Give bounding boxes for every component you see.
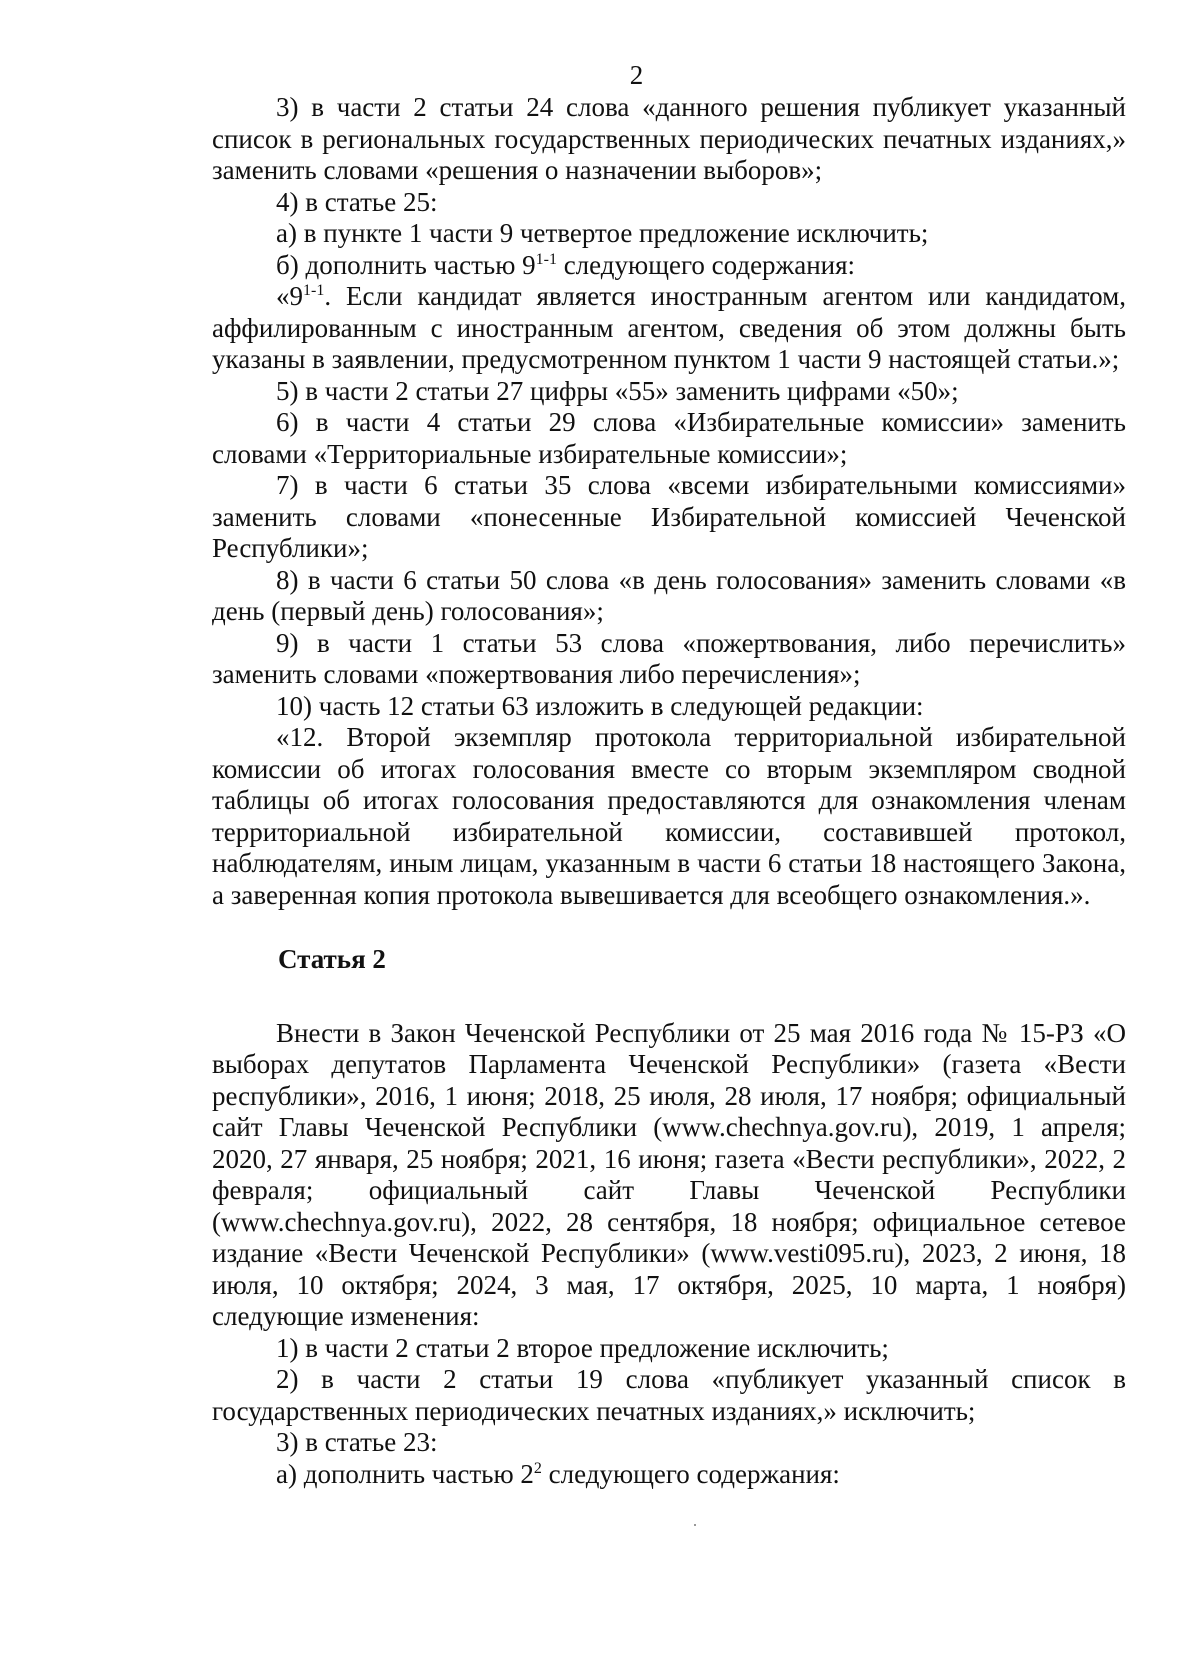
- paragraph-item-4b: [212, 250, 1126, 282]
- item-3a-text-after: следующего содержания:: [541, 1458, 840, 1489]
- paragraph-article-2-intro: Внести в Закон Чеченской Республики от 25 мая 2016 года № 15-РЗ «О выборах депутатов Парламента Чеченской Республики» (газета «Вести республики», 2016, 1 июня; 2018, 25 июля, 28 июля, 17 ноября; официальный сайт Главы Чеченской Республики (www.chechnya.gov.ru), 2019, 1 апреля; 2020, 27 января, 25 ноября; 2021, 16 июня; газета «Вести республики», 2022, 2 февраля; официальный сайт Главы Чеченской Республики (www.chechnya.gov.ru), 2022, 28 сентября, 18 ноября; официальное сетевое издание «Вести Чеченской Республики» (www.vesti095.ru), 2023, 2 июня, 18 июля, 10 октября; 2024, 3 мая, 17 октября, 2025, 10 марта, 1 ноября) следующие изменения:: [212, 1017, 1126, 1331]
- paragraph-item-7: 7) в части 6 статьи 35 слова «всеми избирательными комиссиями» заменить словами «понесенные Избирательной комиссией Чеченской Республики»;: [212, 470, 1126, 563]
- paragraph-a2-item-3a: [212, 1459, 1126, 1491]
- paragraph-part-9-1-1: [212, 281, 1126, 376]
- scan-speck: [694, 1524, 696, 1526]
- paragraph-item-5: 5) в части 2 статьи 27 цифры «55» заменить цифрами «50»;: [276, 375, 959, 406]
- page-number: 2: [629, 60, 644, 90]
- item-4b-text-before: б) дополнить частью 9: [276, 249, 536, 280]
- part-9-1-1-text: . Если кандидат является иностранным агентом или кандидатом, аффилированным с иностранным агентом, сведения об этом должны быть указаны в заявлении, предусмотренном пунктом 1 части 9 настоящей статьи.»;: [212, 281, 1126, 374]
- paragraph-item-4a: а) в пункте 1 части 9 четвертое предложение исключить;: [276, 218, 929, 248]
- item-4b-text-after: следующего содержания:: [556, 249, 856, 280]
- paragraph-part-12: «12. Второй экземпляр протокола территориальной избирательной комиссии об итогах голосования вместе со вторым экземпляром сводной таблицы об итогах голосования предоставляются для ознакомления членам территориальной избирательной комиссии, составившей протокол, наблюдателям, иным лицам, указанным в части 6 статьи 18 настоящего Закона, а заверенная копия протокола вывешивается для всеобщего ознакомления.».: [212, 722, 1126, 910]
- paragraph-item-6: 6) в части 4 статьи 29 слова «Избирательные комиссии» заменить словами «Территориальные избирательные комиссии»;: [212, 407, 1126, 469]
- item-3a-text-before: а) дополнить частью 2: [276, 1458, 534, 1489]
- paragraph-item-3: 3) в части 2 статьи 24 слова «данного решения публикует указанный список в региональных государственных периодических печатных изданиях,» заменить словами «решения о назначении выборов»;: [212, 92, 1126, 185]
- item-4b-superscript: 1-1: [535, 250, 557, 268]
- paragraph-item-10: 10) часть 12 статьи 63 изложить в следующей редакции:: [276, 690, 924, 721]
- paragraph-a2-item-1: 1) в части 2 статьи 2 второе предложение исключить;: [276, 1332, 889, 1363]
- document-body: [212, 92, 1126, 1490]
- item-3a-superscript: 2: [533, 1459, 542, 1477]
- paragraph-item-8: 8) в части 6 статьи 50 слова «в день голосования» заменить словами «в день (первый день) голосования»;: [212, 564, 1126, 626]
- paragraph-item-4: 4) в статье 25:: [276, 186, 438, 217]
- paragraph-item-9: 9) в части 1 статьи 53 слова «пожертвования, либо перечислить» заменить словами «пожертвования либо перечисления»;: [212, 627, 1126, 689]
- paragraph-a2-item-2: 2) в части 2 статьи 19 слова «публикует указанный список в государственных периодических печатных изданиях,» исключить;: [212, 1364, 1126, 1426]
- article-heading: Статья 2: [278, 944, 386, 974]
- part-9-1-1-open: «9: [276, 281, 303, 311]
- part-9-1-1-superscript: 1-1: [303, 282, 325, 299]
- paragraph-a2-item-3: 3) в статье 23:: [276, 1427, 438, 1457]
